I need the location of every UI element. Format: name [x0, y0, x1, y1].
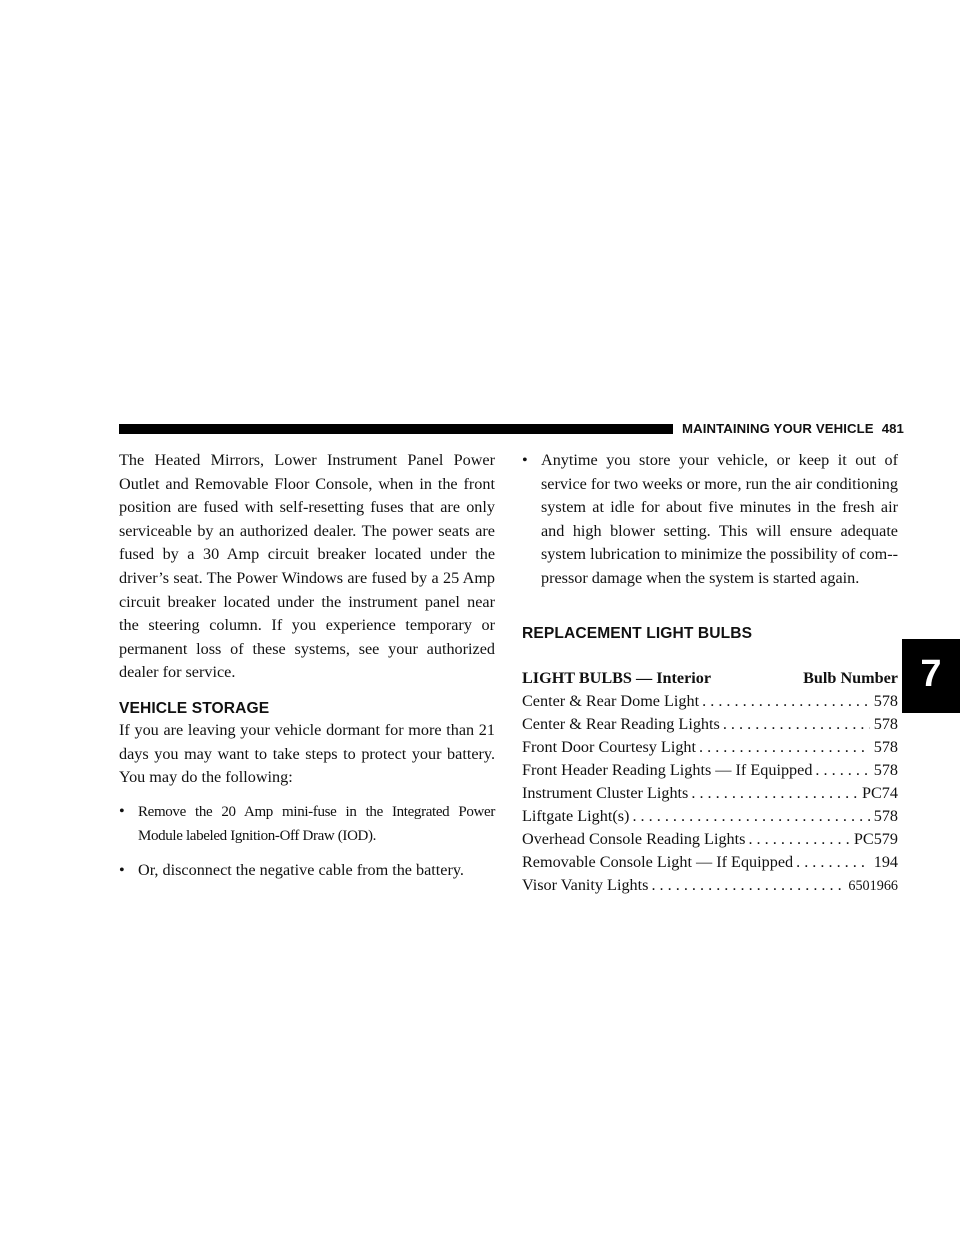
dot-leader	[812, 759, 869, 782]
ac-tip-list	[522, 449, 898, 591]
dot-leader	[793, 851, 870, 874]
dot-leader	[629, 805, 869, 828]
bulb-name: Removable Console Light — If Equipped	[522, 852, 794, 871]
dot-leader	[745, 828, 849, 851]
dot-leader	[720, 713, 870, 736]
dot-leader	[699, 690, 870, 713]
bulb-number: PC74	[862, 783, 898, 802]
bulb-name: Overhead Console Reading Lights	[522, 829, 746, 848]
bulb-table	[522, 667, 898, 898]
bullet-icon: •	[119, 801, 125, 820]
bulb-name: Center & Rear Dome Light	[522, 691, 700, 710]
bulb-number: 578	[873, 760, 898, 779]
bulb-table-header-left: LIGHT BULBS — Interior	[522, 668, 712, 687]
running-header	[682, 421, 904, 437]
section-tab	[902, 639, 960, 713]
bulb-name: Front Header Reading Lights — If Equipped	[522, 760, 813, 779]
replacement-bulbs-heading: REPLACEMENT LIGHT BULBS	[522, 624, 753, 642]
table-row	[522, 874, 898, 898]
page-number: 481	[881, 421, 904, 436]
bulb-name: Visor Vanity Lights	[522, 875, 649, 894]
fuse-paragraph: The Heated Mirrors, Lower Instrument Panel Power Outlet and Removable Floor Console, when in the front position are fused with self-resetting fuses that are only serviceable by an authorized dealer. The power seats are fused by a 30 Amp circuit breaker located under the driver’s seat. The Power Windows are fused by a 25 Amp circuit breaker located under the instrument panel near the steering column. If you experience temporary or permanent loss of these systems, see your authorized dealer for service.	[119, 451, 495, 682]
list-item	[522, 449, 898, 591]
bullet-icon: •	[119, 860, 125, 879]
table-row	[522, 851, 898, 874]
bullet-text: Remove the 20 Amp mini-fuse in the Integrated Power Module labeled Ignition-Off Draw (IOD).	[138, 803, 495, 845]
header-title: MAINTAINING YOUR VEHICLE	[682, 421, 874, 436]
section-tab-number: 7	[920, 653, 942, 695]
table-row	[522, 828, 898, 851]
storage-steps-list	[119, 800, 495, 883]
bulb-table-header	[522, 667, 898, 690]
bulb-name: Liftgate Light(s)	[522, 806, 630, 825]
bulb-number: 578	[873, 691, 898, 710]
bulb-number: 6501966	[848, 877, 898, 894]
bulb-number: 578	[873, 737, 898, 756]
bulb-table-header-right: Bulb Number	[803, 668, 898, 687]
dot-leader	[648, 874, 844, 897]
bulb-number: PC579	[853, 829, 898, 848]
vehicle-storage-heading: VEHICLE STORAGE	[119, 699, 270, 717]
bullet-text: Or, disconnect the negative cable from the battery.	[138, 860, 464, 879]
right-column	[522, 449, 898, 898]
table-row	[522, 713, 898, 736]
table-row	[522, 736, 898, 759]
list-item	[119, 800, 495, 849]
left-column	[119, 449, 495, 883]
table-row	[522, 782, 898, 805]
bullet-icon: •	[522, 451, 528, 469]
dot-leader	[696, 736, 870, 759]
bulb-name: Front Door Courtesy Light	[522, 737, 697, 756]
bulb-number: 578	[873, 806, 898, 825]
table-row	[522, 759, 898, 782]
bulb-name: Instrument Cluster Lights	[522, 783, 689, 802]
table-row	[522, 805, 898, 828]
bulb-number: 194	[873, 852, 898, 871]
storage-paragraph: If you are leaving your vehicle dormant for more than 21 days you may want to take steps to protect your battery. You may do the following:	[119, 720, 495, 787]
list-item	[119, 859, 495, 883]
bulb-number: 578	[873, 714, 898, 733]
bullet-text: Anytime you store your vehicle, or keep it out of service for two weeks or more, run the air conditioning system at idle for about five minutes in the fresh air and high blower setting. This will ensure adequate system lubrication to minimize the possibility of com-pressor damage when the system is started again.	[541, 451, 898, 587]
bulb-name: Center & Rear Reading Lights	[522, 714, 720, 733]
header-rule	[119, 424, 673, 434]
table-row	[522, 690, 898, 713]
dot-leader	[688, 782, 858, 805]
